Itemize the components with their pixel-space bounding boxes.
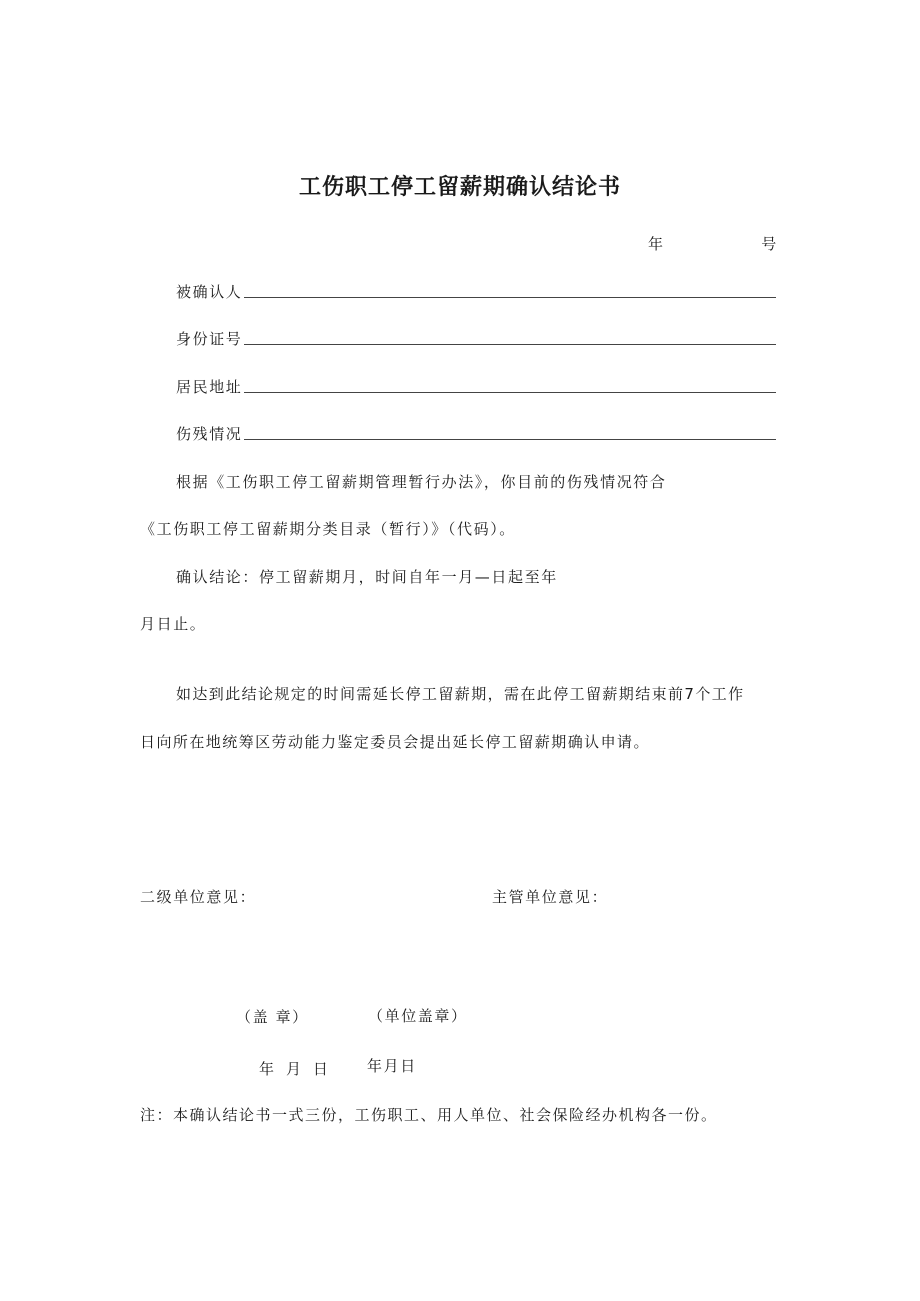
field-disability-label: 伤残情况	[176, 425, 243, 443]
footer-note: 注：本确认结论书一式三份，工伤职工、用人单位、社会保险经办机构各一份。	[140, 1106, 718, 1124]
secondary-unit-opinion-label: 二级单位意见：	[140, 888, 257, 906]
doc-number-label: 号	[761, 235, 777, 253]
paragraph-basis-line1: 根据《工伤职工停工留薪期管理暂行办法》，你目前的伤残情况符合	[176, 473, 667, 491]
date-right-label: 年月日	[367, 1057, 417, 1075]
field-confirmed-person-line[interactable]	[244, 297, 776, 298]
date-left-label: 年 月 日	[259, 1060, 330, 1078]
document-number	[648, 233, 776, 254]
field-confirmed-person-label: 被确认人	[176, 283, 243, 301]
field-id-number-label: 身份证号	[176, 330, 243, 348]
paragraph-basis-line2: 《工伤职工停工留薪期分类目录（暂行）》（代码）。	[140, 520, 516, 538]
doc-year-label: 年	[648, 235, 664, 253]
conclusion-line2: 月日止。	[140, 615, 207, 633]
document-title: 工伤职工停工留薪期确认结论书	[298, 175, 621, 200]
extension-line1: 如达到此结论规定的时间需延长停工留薪期，需在此停工留薪期结束前7个工作	[176, 685, 745, 703]
supervisor-unit-opinion-label: 主管单位意见：	[492, 888, 609, 906]
field-address-line[interactable]	[244, 392, 776, 393]
field-disability-line[interactable]	[244, 439, 776, 440]
field-id-number-line[interactable]	[244, 344, 776, 345]
seal-right-label: （单位盖章）	[368, 1007, 468, 1025]
seal-left-label: （盖 章）	[236, 1008, 309, 1026]
extension-line2: 日向所在地统筹区劳动能力鉴定委员会提出延长停工留薪期确认申请。	[140, 733, 650, 751]
field-address-label: 居民地址	[176, 378, 243, 396]
conclusion-line1: 确认结论：停工留薪期月，时间自年一月—日起至年	[176, 568, 558, 586]
